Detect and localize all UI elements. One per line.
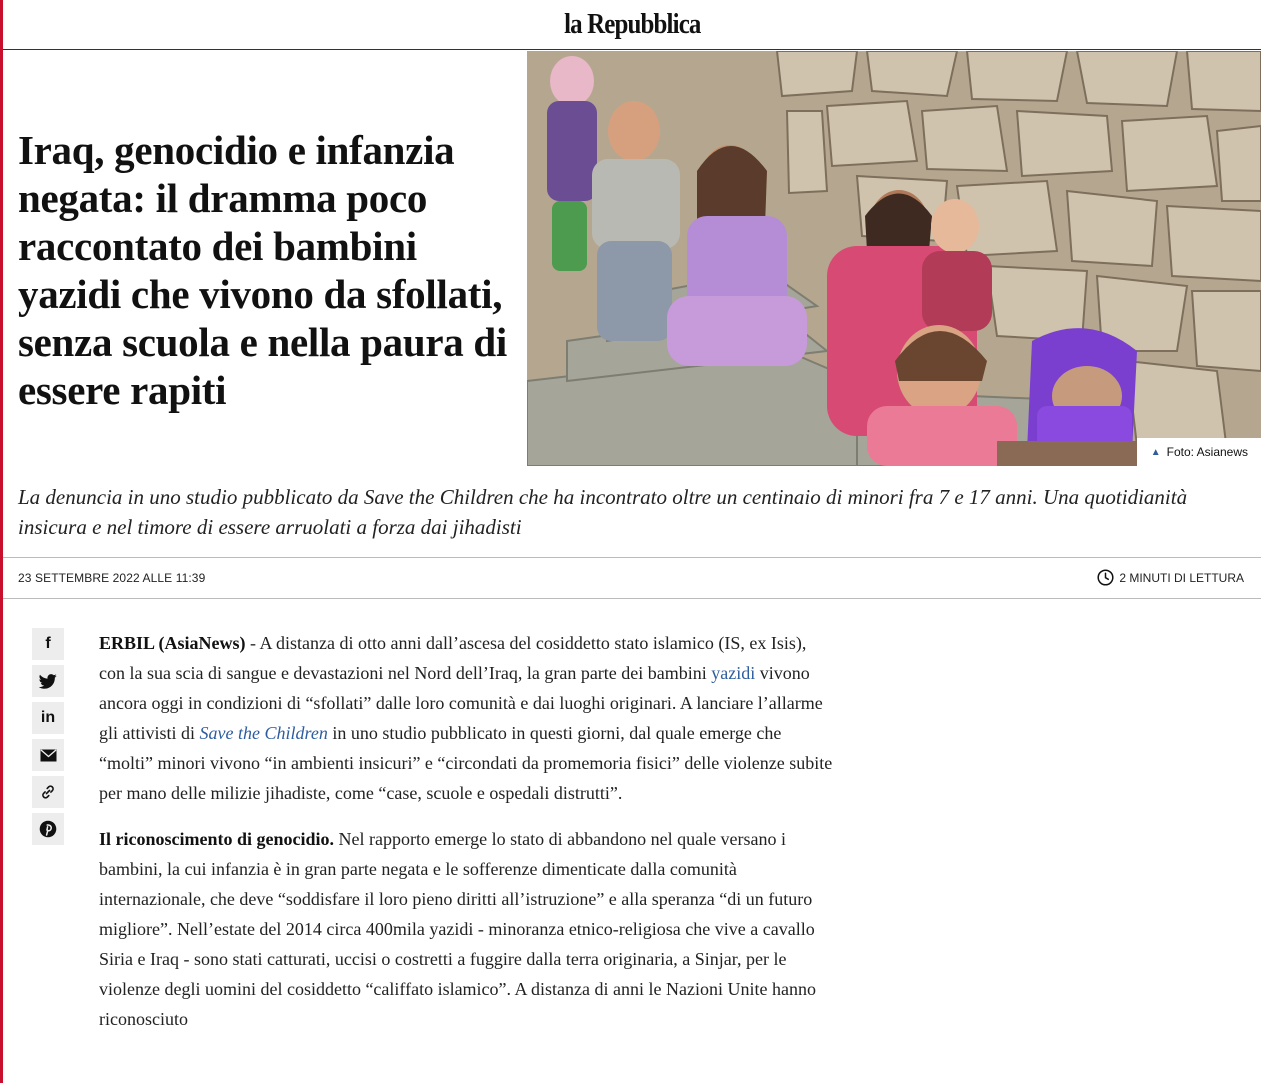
article-paragraph [99,628,834,808]
paragraph-text: - A distanza di otto anni dall’ascesa del cosiddetto stato islamico (IS, ex Isis), con la sua scia di sangue e devastazioni nel Nord dell’Iraq, la gran parte dei bambini [99,633,807,683]
share-facebook-button[interactable] [32,628,64,660]
left-accent-rule [0,0,3,1083]
share-toolbar [32,628,64,845]
link-save-the-children[interactable]: Save the Children [199,723,328,743]
article-paragraph [99,824,834,1034]
photo-credit-text: Foto: Asianews [1166,445,1248,459]
section-lead: Il riconoscimento di genocidio. [99,829,334,849]
pinterest-icon [39,820,57,838]
link-icon [40,784,56,800]
article-body [99,628,834,1050]
share-pinterest-button[interactable] [32,813,64,845]
hero-photo [527,51,1261,466]
share-linkedin-button[interactable] [32,702,64,734]
hero-photo-illustration [527,51,1261,466]
divider [3,557,1261,558]
mail-icon [40,749,57,762]
share-twitter-button[interactable] [32,665,64,697]
share-email-button[interactable] [32,739,64,771]
paragraph-text: vivono ancora oggi in condizioni di “sfollati” dalle loro comunità e dai luoghi originari. A lanciare l’allarme gli attivisti di [99,663,823,743]
dateline-lead: ERBIL (AsiaNews) [99,633,246,653]
masthead [3,0,1261,50]
divider [3,598,1261,599]
reading-time [1097,569,1244,586]
link-yazidi[interactable]: yazidi [711,663,756,683]
site-logo[interactable]: la Repubblica [563,8,701,40]
paragraph-text: in uno studio pubblicato in questi giorni, dal quale emerge che “molti” minori vivono “in ambienti insicuri” e “circondati da promemoria fisici” delle violenze subite per mano delle milizie jihadiste, come “case, scuole e ospedali distrutti”. [99,723,833,803]
facebook-icon: f [45,635,51,652]
copy-link-button[interactable] [32,776,64,808]
paragraph-text: Nel rapporto emerge lo stato di abbandono nel quale versano i bambini, la cui infanzia è in gran parte negata e le sofferenze dimenticate dalla comunità internazionale, che deve “soddisfare il loro pieno diritti all’istruzione” e alla speranza “di un futuro migliore”. Nell’estate del 2014 circa 400mila yazidi - minoranza etnico-religiosa che vive a cavallo Siria e Iraq - sono stati catturati, uccisi o costretti a fuggire dalla terra originaria, a Sinjar, per le violenze degli uomini del cosiddetto “califfato islamico”. A distanza di anni le Nazioni Unite hanno riconosciuto [99,829,816,1029]
twitter-icon [39,674,57,689]
triangle-up-icon: ▲ [1150,446,1161,458]
linkedin-icon: in [40,709,56,726]
photo-credit [1137,438,1261,466]
clock-icon [1097,569,1114,586]
article-summary: La denuncia in uno studio pubblicato da Save the Children che ha incontrato oltre un centinaio di minori fra 7 e 17 anni. Una quotidianità insicura e nel timore di essere arruolati a forza dai jihadisti [18,485,1188,539]
reading-time-text: 2 MINUTI DI LETTURA [1119,570,1244,585]
publish-date: 23 SETTEMBRE 2022 ALLE 11:39 [18,571,206,585]
article-headline: Iraq, genocidio e infanzia negata: il dramma poco raccontato dei bambini yazidi che vivono da sfollati, senza scuola e nella paura di essere rapiti [18,127,508,413]
